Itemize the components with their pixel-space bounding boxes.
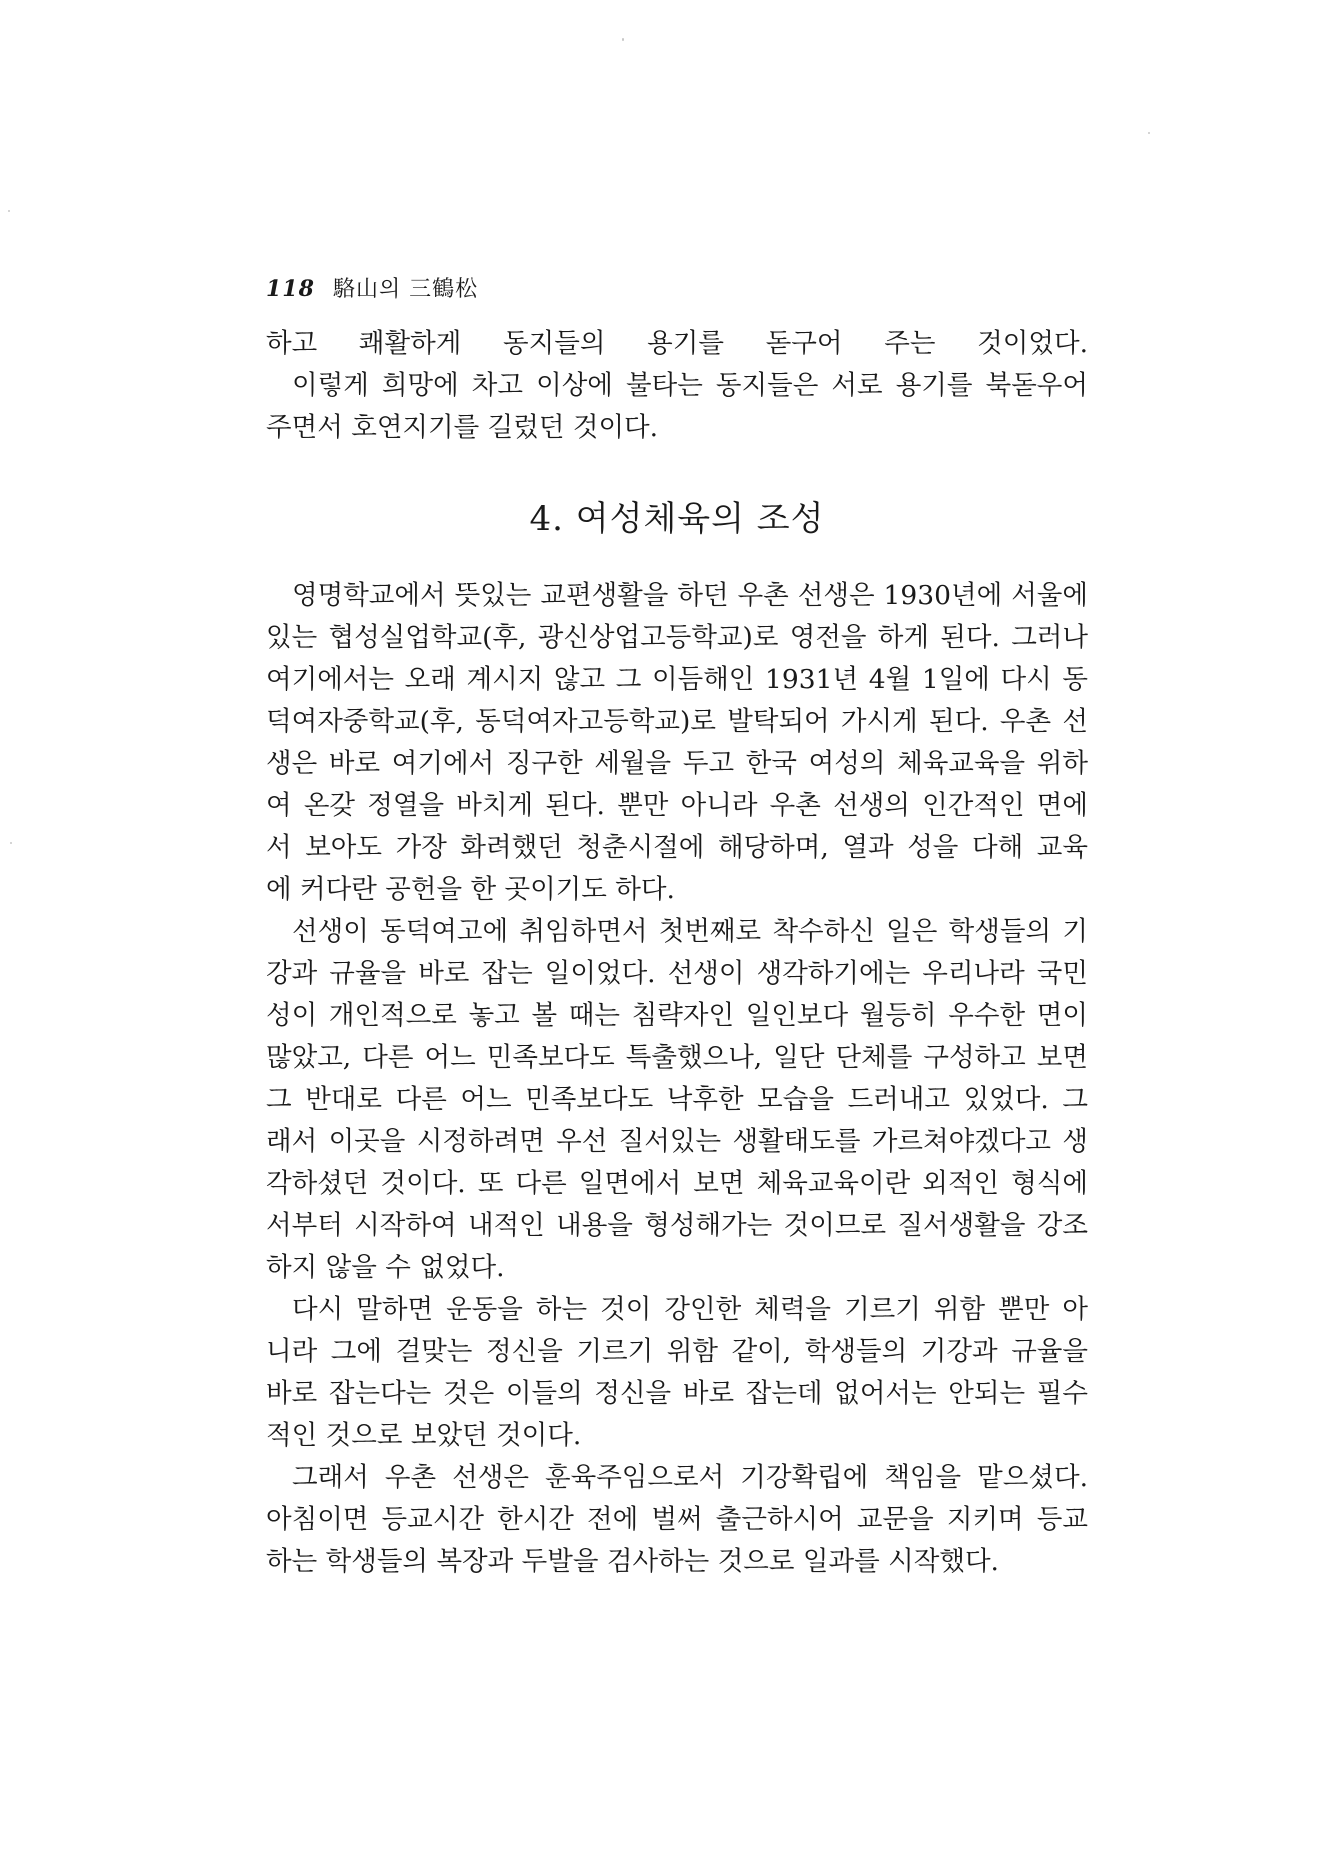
scan-speck	[10, 842, 12, 844]
running-head	[266, 272, 478, 303]
text-line: 서 보아도 가장 화려했던 청춘시절에 해당하며, 열과 성을 다해 교육	[266, 832, 1088, 863]
text-line: 에 커다란 공헌을 한 곳이기도 하다.	[266, 874, 675, 905]
text-line: 적인 것으로 보았던 것이다.	[266, 1420, 582, 1451]
text-line: 하지 않을 수 없었다.	[266, 1252, 505, 1283]
text-line: 강과 규율을 바로 잡는 일이었다. 선생이 생각하기에는 우리나라 국민	[266, 958, 1088, 989]
text-line: 성이 개인적으로 놓고 볼 때는 침략자인 일인보다 월등히 우수한 면이	[266, 1000, 1088, 1031]
book-title: 駱山의 三鶴松	[332, 277, 479, 302]
section-heading: 4. 여성체육의 조성	[529, 499, 825, 539]
text-line: 니라 그에 걸맞는 정신을 기르기 위함 같이, 학생들의 기강과 규율을	[266, 1336, 1088, 1367]
text-line: 그 반대로 다른 어느 민족보다도 낙후한 모습을 드러내고 있었다. 그	[266, 1084, 1088, 1115]
text-line: 다시 말하면 운동을 하는 것이 강인한 체력을 기르기 위함 뿐만 아	[292, 1294, 1088, 1325]
text-line: 래서 이곳을 시정하려면 우선 질서있는 생활태도를 가르쳐야겠다고 생	[266, 1126, 1088, 1157]
text-line: 아침이면 등교시간 한시간 전에 벌써 출근하시어 교문을 지키며 등교	[266, 1504, 1088, 1535]
scan-speck	[622, 38, 624, 41]
text-line: 하고 쾌활하게 동지들의 용기를 돋구어 주는 것이었다.	[266, 328, 1088, 359]
scan-speck	[8, 210, 10, 212]
text-line: 많았고, 다른 어느 민족보다도 특출했으나, 일단 단체를 구성하고 보면	[266, 1042, 1088, 1073]
text-line: 여기에서는 오래 계시지 않고 그 이듬해인 1931년 4월 1일에 다시 동	[266, 664, 1088, 695]
text-line: 그래서 우촌 선생은 훈육주임으로서 기강확립에 책임을 맡으셨다.	[292, 1462, 1088, 1493]
text-line: 생은 바로 여기에서 징구한 세월을 두고 한국 여성의 체육교육을 위하	[266, 748, 1088, 779]
text-line: 바로 잡는다는 것은 이들의 정신을 바로 잡는데 없어서는 안되는 필수	[266, 1378, 1088, 1409]
text-line: 주면서 호연지기를 길렀던 것이다.	[266, 412, 659, 443]
text-line: 하는 학생들의 복장과 두발을 검사하는 것으로 일과를 시작했다.	[266, 1546, 999, 1577]
text-line: 선생이 동덕여고에 취임하면서 첫번째로 착수하신 일은 학생들의 기	[292, 916, 1088, 947]
text-line: 있는 협성실업학교(후, 광신상업고등학교)로 영전을 하게 된다. 그러나	[266, 622, 1088, 653]
text-line: 각하셨던 것이다. 또 다른 일면에서 보면 체육교육이란 외적인 형식에	[266, 1168, 1088, 1199]
text-line: 서부터 시작하여 내적인 내용을 형성해가는 것이므로 질서생활을 강조	[266, 1210, 1088, 1241]
scan-speck	[1148, 132, 1150, 134]
text-line: 여 온갖 정열을 바치게 된다. 뿐만 아니라 우촌 선생의 인간적인 면에	[266, 790, 1088, 821]
text-line: 영명학교에서 뜻있는 교편생활을 하던 우촌 선생은 1930년에 서울에	[292, 580, 1088, 611]
page-number: 118	[266, 276, 315, 302]
text-line: 이렇게 희망에 차고 이상에 불타는 동지들은 서로 용기를 북돋우어	[292, 370, 1088, 401]
text-line: 덕여자중학교(후, 동덕여자고등학교)로 발탁되어 가시게 된다. 우촌 선	[266, 706, 1088, 737]
